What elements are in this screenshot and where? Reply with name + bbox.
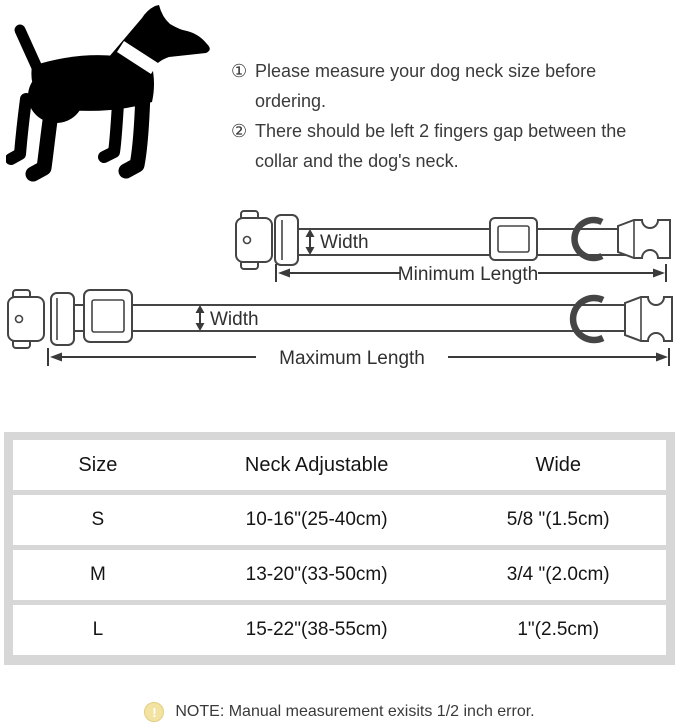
- table-row: [13, 495, 666, 545]
- table-row: [13, 605, 666, 655]
- instruction-text: There should be left 2 fingers gap between the collar and the dog's neck.: [255, 121, 627, 171]
- instruction-item: [231, 116, 671, 176]
- instruction-item: [231, 56, 671, 116]
- instruction-text: Please measure your dog neck size before ordering.: [255, 61, 597, 111]
- buckle-female: [8, 290, 74, 348]
- circled-number-1-icon: ①: [231, 61, 248, 81]
- size-value: M: [89, 564, 106, 585]
- width-label: Width: [320, 232, 369, 253]
- size-value: S: [91, 509, 105, 530]
- dog-leg: [11, 99, 26, 159]
- buckle-male-clip: [625, 297, 672, 341]
- minimum-length-label: Minimum Length: [397, 264, 539, 285]
- maximum-length-label: Maximum Length: [279, 348, 425, 369]
- wide-value: 5/8 "(1.5cm): [506, 509, 610, 530]
- wide-value: 3/4 "(2.0cm): [506, 564, 610, 585]
- wide-value: 1"(2.5cm): [517, 619, 600, 640]
- size-value: L: [92, 619, 104, 640]
- warning-icon: !: [144, 702, 164, 722]
- tri-glide-slider: [490, 218, 537, 260]
- buckle-male-clip: [618, 220, 670, 258]
- note-text: NOTE: Manual measurement exisits 1/2 inch error.: [175, 703, 535, 720]
- neck-value: 10-16"(25-40cm): [245, 509, 388, 530]
- table-row: [13, 550, 666, 600]
- column-header-neck: Neck Adjustable: [244, 453, 389, 476]
- dog-silhouette-icon: [6, 4, 218, 190]
- column-header-size: Size: [78, 453, 118, 476]
- size-chart-table: [4, 432, 675, 665]
- measurement-note: [0, 698, 679, 726]
- circled-number-2-icon: ②: [231, 121, 248, 141]
- table-header-row: [13, 440, 666, 490]
- instruction-list: [231, 56, 671, 176]
- column-header-wide: Wide: [535, 453, 582, 476]
- collar-strap: [64, 305, 634, 331]
- tri-glide-slider: [84, 290, 132, 342]
- dog-thigh: [28, 69, 84, 123]
- neck-value: 13-20"(33-50cm): [245, 564, 388, 585]
- width-label: Width: [210, 309, 259, 330]
- neck-value: 15-22"(38-55cm): [245, 619, 388, 640]
- collar-diagram-maximum: [4, 288, 676, 380]
- collar-diagram-minimum: [230, 202, 679, 290]
- buckle-female: [236, 211, 298, 269]
